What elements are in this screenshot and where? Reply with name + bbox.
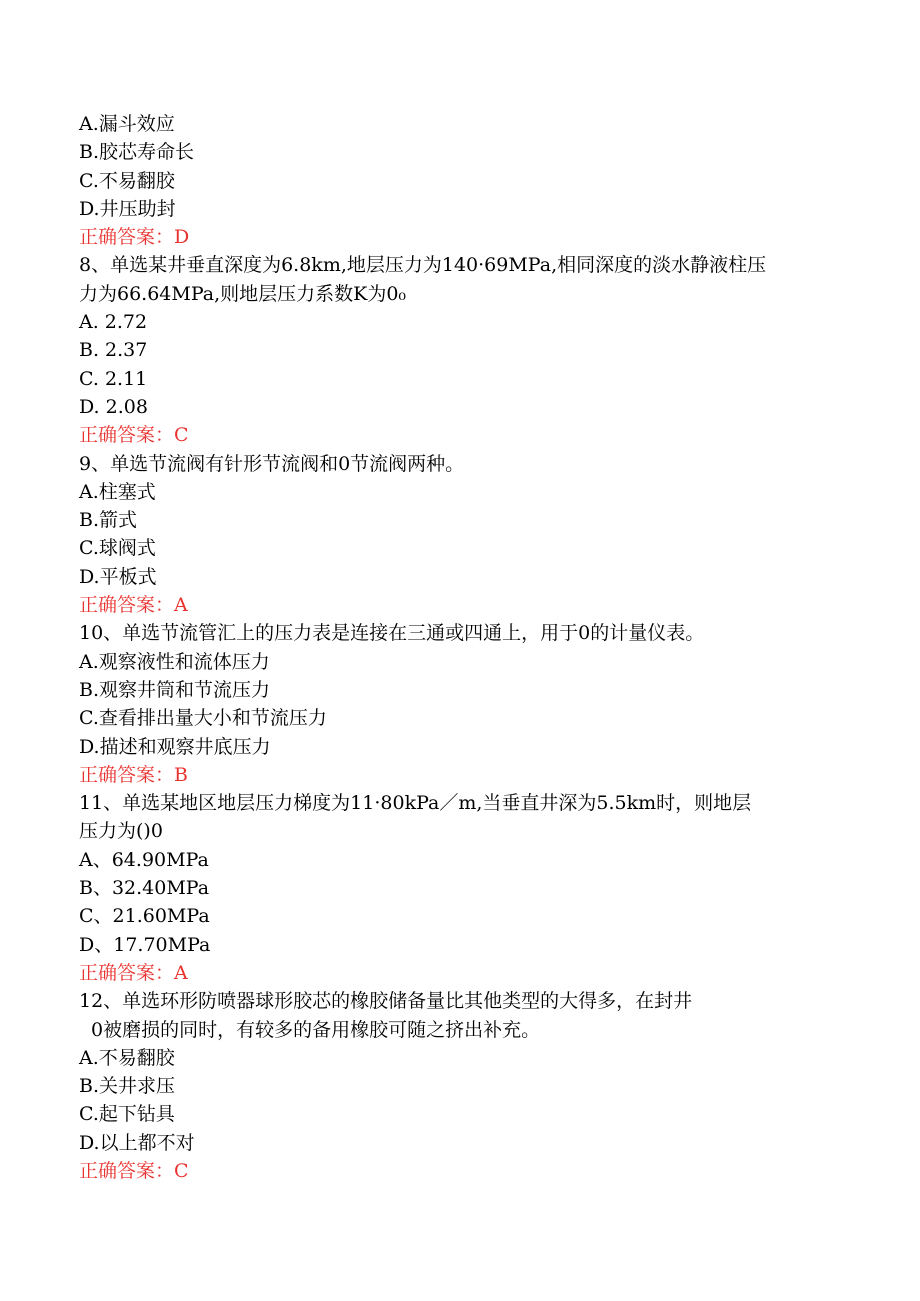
option-a: A、64.90MPa: [79, 848, 209, 871]
question-title: 9、单选节流阀有针形节流阀和0节流阀两种。: [79, 452, 465, 475]
option-d: D.以上都不对: [79, 1131, 195, 1154]
option-c: C.起下钻具: [79, 1103, 175, 1126]
question-title: 8、单选某井垂直深度为6.8km,地层压力为140·69MPa,相同深度的淡水静液柱压: [79, 254, 767, 277]
option-d: D.描述和观察井底压力: [79, 735, 271, 758]
option-c: C、21.60MPa: [79, 905, 210, 928]
option-b: B.胶芯寿命长: [79, 141, 195, 164]
question-title-cont: 0被磨损的同时，有较多的备用橡胶可随之挤出补充。: [91, 1018, 541, 1041]
document-page: [79, 110, 839, 1185]
option-b: B.箭式: [79, 509, 138, 532]
answer-line: [79, 761, 839, 789]
answer-line: [79, 1157, 839, 1185]
answer-value: A: [174, 961, 188, 984]
option-c: C.不易翻胶: [79, 169, 175, 192]
option-c: C. 2.11: [79, 367, 148, 390]
question-block-9: [79, 450, 839, 620]
answer-label: 正确答案：: [79, 1159, 175, 1182]
answer-value: C: [174, 1159, 189, 1182]
answer-label: 正确答案：: [79, 594, 175, 617]
answer-value: A: [174, 594, 188, 617]
option-a: A.不易翻胶: [79, 1046, 175, 1069]
question-title: 10、单选节流管汇上的压力表是连接在三通或四通上，用于0的计量仪表。: [79, 622, 705, 645]
answer-value: C: [174, 424, 189, 447]
question-block-8: [79, 251, 839, 449]
answer-value: D: [174, 226, 190, 249]
answer-label: 正确答案：: [79, 226, 175, 249]
option-a: A.漏斗效应: [79, 113, 175, 135]
answer-line: [79, 421, 839, 449]
option-d: D. 2.08: [79, 395, 148, 418]
option-b: B. 2.37: [79, 339, 148, 362]
answer-label: 正确答案：: [79, 961, 175, 984]
option-a: A.柱塞式: [79, 480, 156, 503]
question-title-cont: 力为66.64MPa,则地层压力系数K为0₀: [79, 282, 407, 305]
question-title: 12、单选环形防喷器球形胶芯的橡胶储备量比其他类型的大得多，在封井: [79, 990, 693, 1013]
answer-line: [79, 591, 839, 619]
option-c: C.球阀式: [79, 537, 156, 560]
answer-line: [79, 223, 839, 251]
question-block-prev: [79, 110, 839, 251]
option-b: B.观察井筒和节流压力: [79, 678, 271, 701]
question-block-10: [79, 619, 839, 789]
option-c: C.查看排出量大小和节流压力: [79, 707, 327, 730]
option-d: D.平板式: [79, 565, 157, 588]
question-title: 11、单选某地区地层压力梯度为11·80kPa／m,当垂直井深为5.5km时，则地层: [79, 792, 752, 815]
option-b: B、32.40MPa: [79, 877, 210, 900]
option-d: D.井压助封: [79, 197, 176, 220]
question-block-12: [79, 987, 839, 1185]
option-d: D、17.70MPa: [79, 933, 211, 956]
option-a: A. 2.72: [79, 311, 148, 334]
option-b: B.关井求压: [79, 1075, 176, 1098]
question-title-cont: 压力为()0: [79, 820, 163, 843]
question-block-11: [79, 789, 839, 987]
answer-line: [79, 959, 839, 987]
answer-label: 正确答案：: [79, 763, 175, 786]
answer-label: 正确答案：: [79, 424, 175, 447]
answer-value: B: [174, 763, 188, 786]
option-a: A.观察液性和流体压力: [79, 650, 270, 673]
